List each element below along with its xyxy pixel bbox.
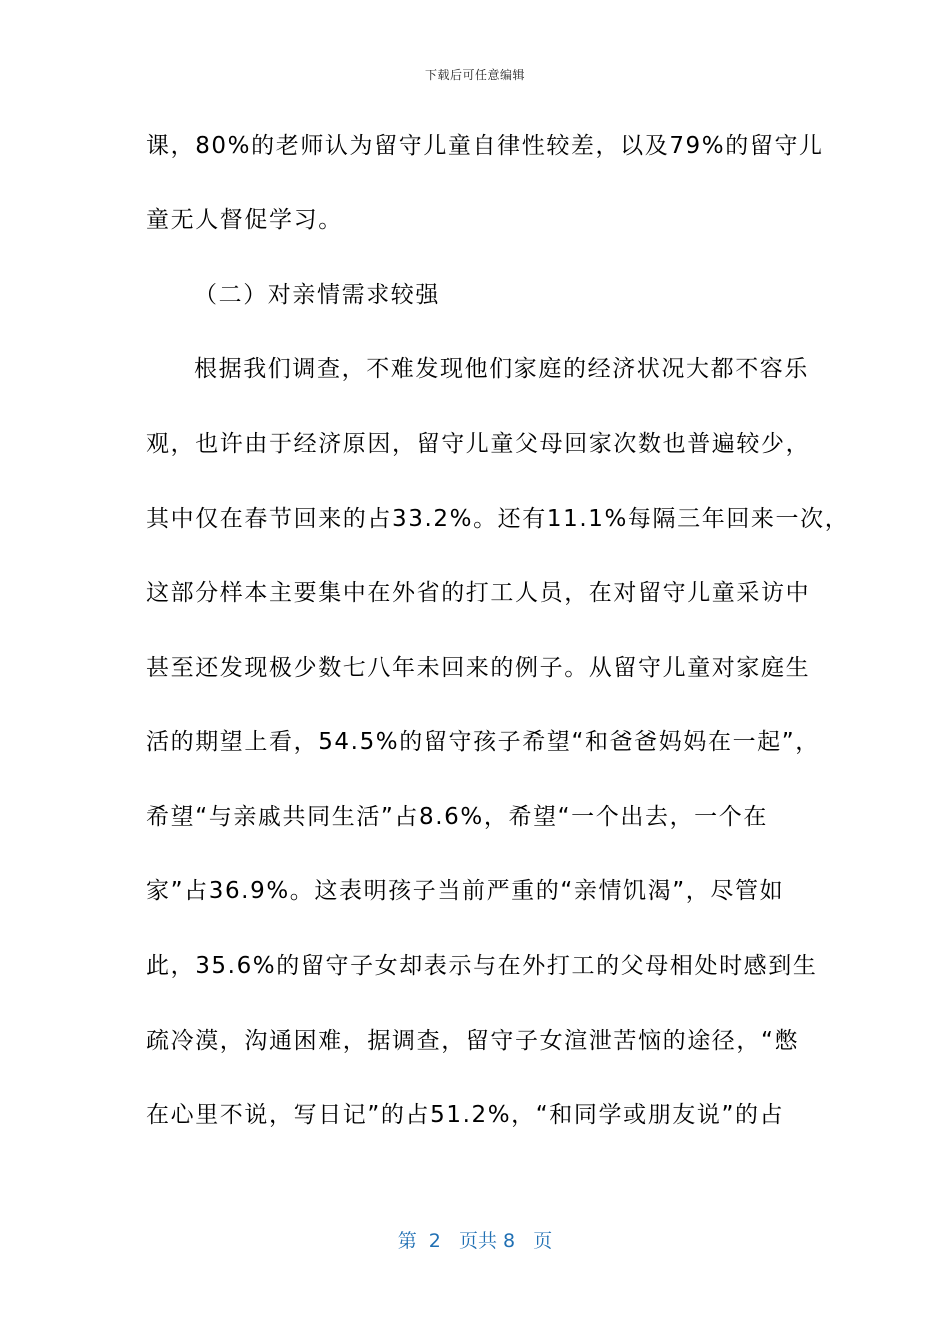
text-line: 课，80%的老师认为留守儿童自律性较差，以及79%的留守儿 <box>146 133 824 159</box>
text-line: 根据我们调查，不难发现他们家庭的经济状况大都不容乐 <box>194 356 809 382</box>
text-line: 活的期望上看，54.5%的留守孩子希望“和爸爸妈妈在一起”， <box>146 729 820 755</box>
page-number: 第 2 页共 8 页 <box>397 1230 553 1252</box>
text-line: 观，也许由于经济原因，留守儿童父母回家次数也普遍较少， <box>146 431 811 457</box>
section-heading: （二）对亲情需求较强 <box>194 282 440 308</box>
text-line: 疏冷漠，沟通困难，据调查，留守子女渲泄苦恼的途径，“憋 <box>146 1028 800 1054</box>
text-line: 在心里不说，写日记”的占51.2%，“和同学或朋友说”的占 <box>146 1102 785 1128</box>
text-line: 家”占36.9%。这表明孩子当前严重的“亲情饥渴”，尽管如 <box>146 878 785 904</box>
text-line: 甚至还发现极少数七八年未回来的例子。从留守儿童对家庭生 <box>146 655 811 681</box>
text-line: 此，35.6%的留守子女却表示与在外打工的父母相处时感到生 <box>146 953 818 979</box>
text-line: 童无人督促学习。 <box>146 207 343 233</box>
text-line: 这部分样本主要集中在外省的打工人员，在对留守儿童采访中 <box>146 580 811 606</box>
text-line: 希望“与亲戚共同生活”占8.6%，希望“一个出去，一个在 <box>146 804 768 830</box>
header-note: 下载后可任意编辑 <box>424 68 525 82</box>
text-line: 其中仅在春节回来的占33.2%。还有11.1%每隔三年回来一次， <box>146 506 850 532</box>
